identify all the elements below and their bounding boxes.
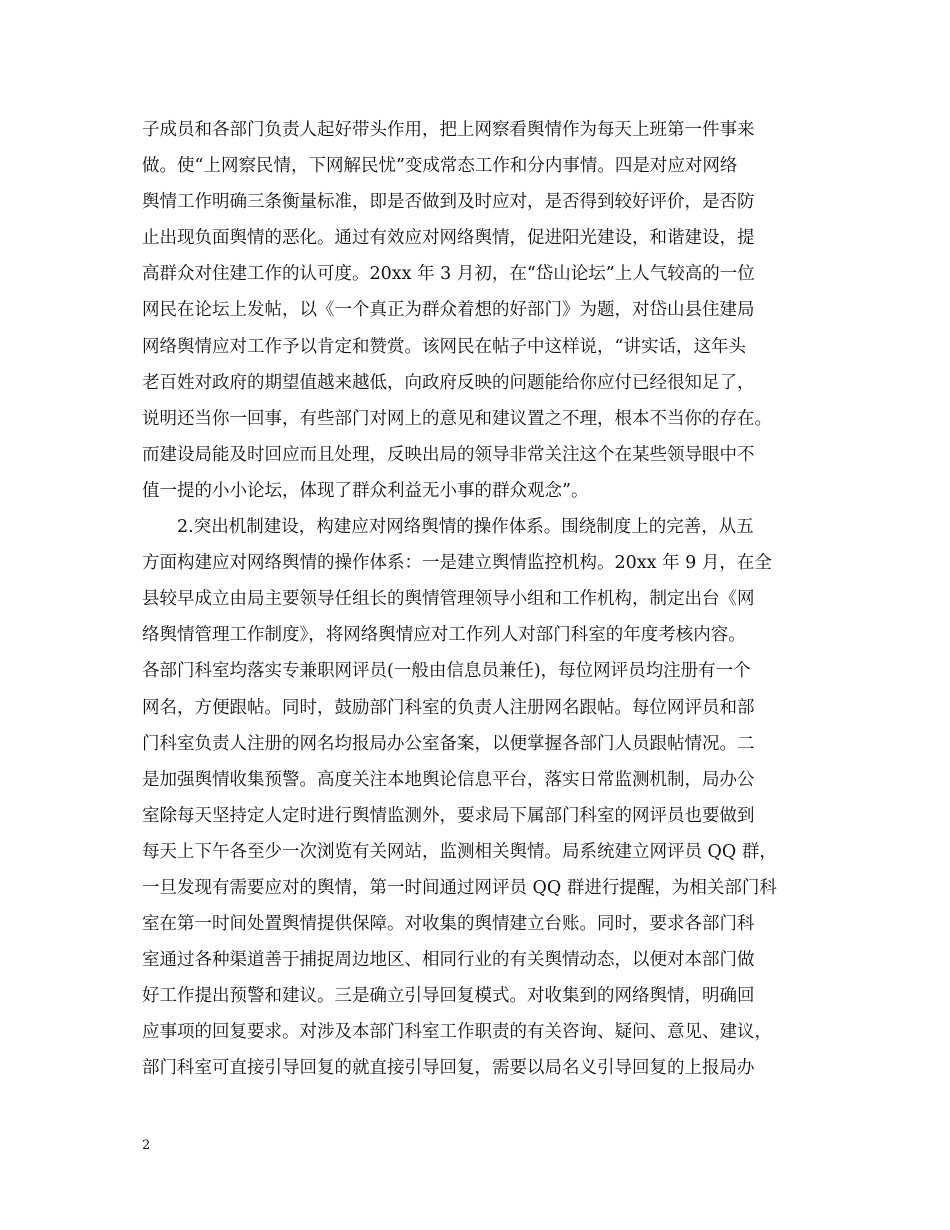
- text-line: 室通过各种渠道善于捕捉周边地区、相同行业的有关舆情动态，以便对本部门做: [142, 950, 755, 971]
- text-line: 舆情工作明确三条衡量标准，即是否做到及时应对，是否得到较好评价，是否防: [142, 192, 755, 213]
- text-line: 子成员和各部门负责人起好带头作用，把上网察看舆情作为每天上班第一件事来: [142, 120, 755, 140]
- text-line: 老百姓对政府的期望值越来越低，向政府反映的问题能给你应付已经很知足了，: [142, 372, 755, 393]
- text-line: 是加强舆情收集预警。高度关注本地舆论信息平台，落实日常监测机制，局办公: [142, 769, 755, 790]
- text-line: 室在第一时间处置舆情提供保障。对收集的舆情建立台账。同时，要求各部门科: [142, 914, 755, 935]
- text-line: 室除每天坚持定人定时进行舆情监测外，要求局下属部门科室的网评员也要做到: [142, 805, 755, 826]
- text-line: 网络舆情应对工作予以肯定和赞赏。该网民在帖子中这样说，“讲实话，这年头: [142, 336, 746, 357]
- text-line: 好工作提出预警和建议。三是确立引导回复模式。对收集到的网络舆情，明确回: [142, 986, 755, 1007]
- text-line: 县较早成立由局主要领导任组长的舆情管理领导小组和工作机构，制定出台《网: [142, 589, 755, 610]
- body-text: [142, 112, 832, 1087]
- text-line: 一旦发现有需要应对的舆情，第一时间通过网评员 QQ 群进行提醒，为相关部门科: [142, 877, 777, 898]
- text-line: 各部门科室均落实专兼职网评员(一般由信息员兼任)，每位网评员均注册有一个: [142, 661, 751, 682]
- text-line: 门科室负责人注册的网名均报局办公室备案，以便掌握各部门人员跟帖情况。二: [142, 733, 755, 754]
- text-line: 说明还当你一回事，有些部门对网上的意见和建议置之不理，根本不当你的存在。: [142, 408, 772, 429]
- text-line: 应事项的回复要求。对涉及本部门科室工作职责的有关咨询、疑问、意见、建议，: [142, 1022, 772, 1043]
- page-number: 2: [142, 1138, 151, 1153]
- text-line: 每天上下午各至少一次浏览有关网站，监测相关舆情。局系统建立网评员 QQ 群，: [142, 841, 777, 862]
- text-line: 止出现负面舆情的恶化。通过有效应对网络舆情，促进阳光建设，和谐建设，提: [142, 228, 755, 249]
- text-line: 而建设局能及时回应而且处理，反映出局的领导非常关注这个在某些领导眼中不: [142, 444, 755, 465]
- text-line: 方面构建应对网络舆情的操作体系：一是建立舆情监控机构。20xx 年 9 月，在全: [142, 553, 772, 574]
- text-line: 做。使“上网察民情，下网解民忧”变成常态工作和分内事情。四是对应对网络: [142, 156, 738, 177]
- text-line: 2.突出机制建设，构建应对网络舆情的操作体系。围绕制度上的完善，从五: [142, 517, 754, 538]
- text-line: 网民在论坛上发帖，以《一个真正为群众着想的好部门》为题，对岱山县住建局: [142, 300, 755, 321]
- text-line: 高群众对住建工作的认可度。20xx 年 3 月初，在“岱山论坛”上人气较高的一位: [142, 264, 755, 285]
- text-line: 络舆情管理工作制度》，将网络舆情应对工作列人对部门科室的年度考核内容。: [142, 625, 746, 646]
- text-line: 部门科室可直接引导回复的就直接引导回复，需要以局名义引导回复的上报局办: [142, 1058, 755, 1079]
- text-line: 值一提的小小论坛，体现了群众利益无小事的群众观念”。: [142, 480, 589, 501]
- text-line: 网名，方便跟帖。同时，鼓励部门科室的负责人注册网名跟帖。每位网评员和部: [142, 697, 755, 718]
